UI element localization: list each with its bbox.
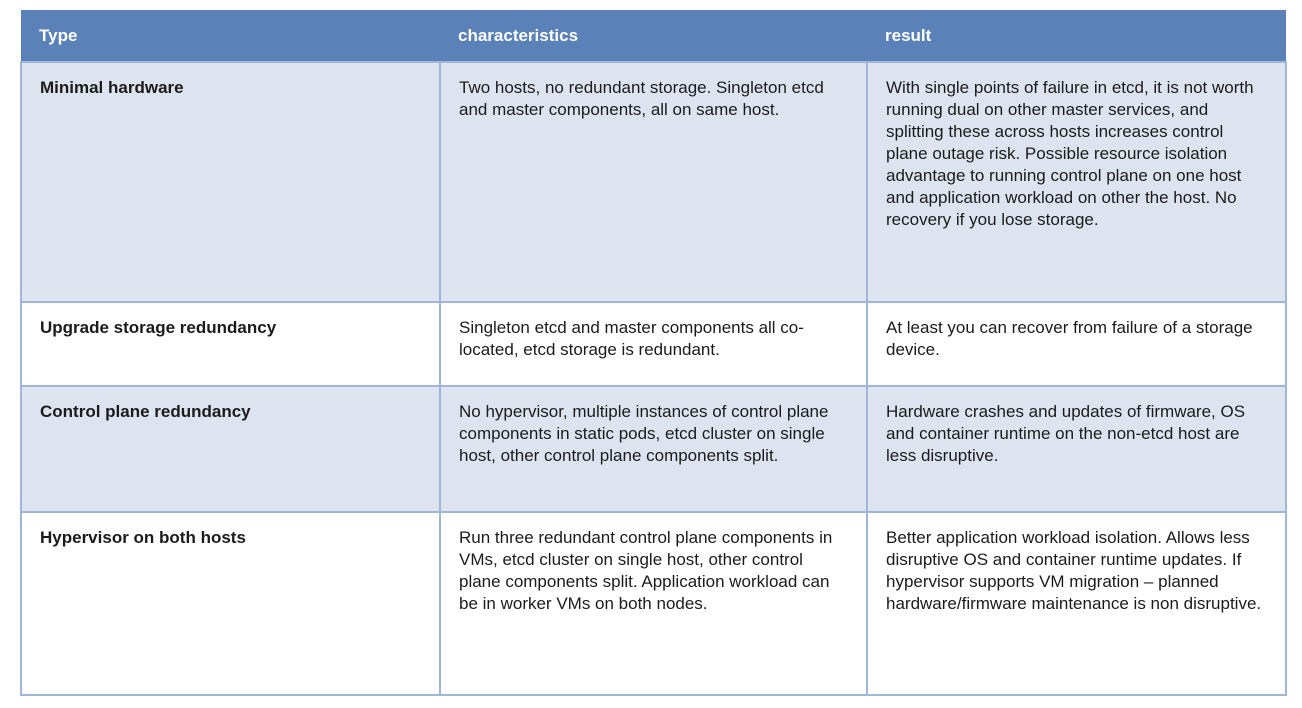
deployment-options-table [20, 10, 1287, 696]
table-row-upgrade-storage-redundancy [21, 302, 1286, 386]
deployment-options-table-container [20, 10, 1285, 696]
result-cell: Better application workload isolation. Allows less disruptive OS and container runtime updates. If hypervisor supports VM migration – planned hardware/firmware maintenance is non disruptive. [867, 512, 1286, 695]
type-cell: Minimal hardware [21, 62, 440, 302]
result-cell: Hardware crashes and updates of firmware, OS and container runtime on the non-etcd host are less disruptive. [867, 386, 1286, 512]
type-cell: Upgrade storage redundancy [21, 302, 440, 386]
type-cell: Hypervisor on both hosts [21, 512, 440, 695]
characteristics-cell: No hypervisor, multiple instances of control plane components in static pods, etcd cluster on single host, other control plane components split. [440, 386, 867, 512]
table-row-control-plane-redundancy [21, 386, 1286, 512]
characteristics-cell: Run three redundant control plane components in VMs, etcd cluster on single host, other control plane components split. Application workload can be in worker VMs on both nodes. [440, 512, 867, 695]
result-cell: At least you can recover from failure of a storage device. [867, 302, 1286, 386]
characteristics-cell: Singleton etcd and master components all co-located, etcd storage is redundant. [440, 302, 867, 386]
table-row-minimal-hardware [21, 62, 1286, 302]
result-cell: With single points of failure in etcd, it is not worth running dual on other master services, and splitting these across hosts increases control plane outage risk. Possible resource isolation advantage to running control plane on one host and application workload on other the host. No recovery if you lose storage. [867, 62, 1286, 302]
table-header-row [21, 10, 1286, 62]
type-cell: Control plane redundancy [21, 386, 440, 512]
characteristics-cell: Two hosts, no redundant storage. Singleton etcd and master components, all on same host. [440, 62, 867, 302]
column-header-type: Type [21, 10, 440, 62]
column-header-result: result [867, 10, 1286, 62]
table-row-hypervisor-on-both-hosts [21, 512, 1286, 695]
column-header-characteristics: characteristics [440, 10, 867, 62]
